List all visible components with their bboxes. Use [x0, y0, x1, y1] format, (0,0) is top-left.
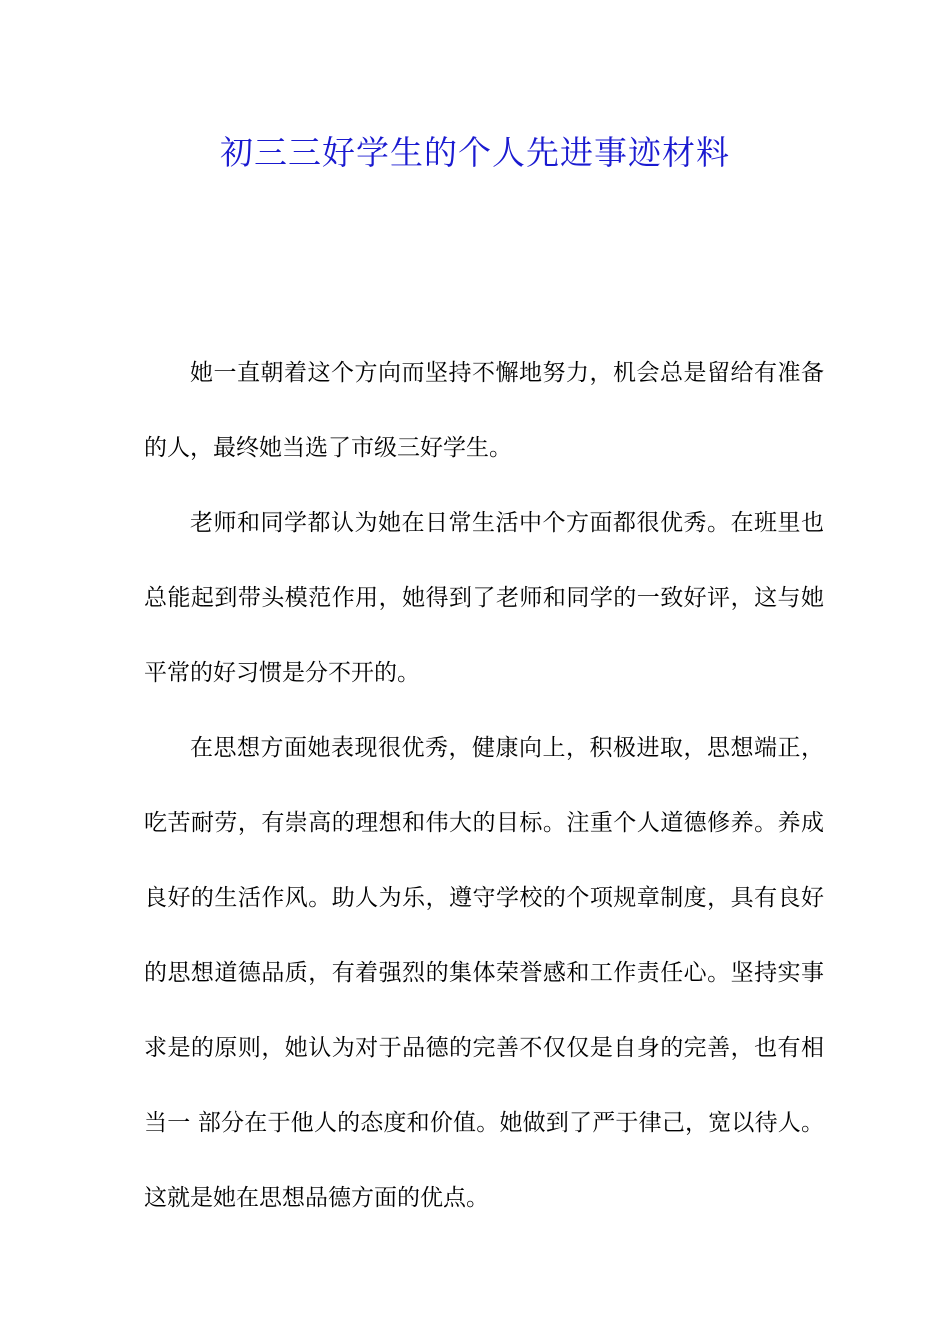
paragraph-1: 她一直朝着这个方向而坚持不懈地努力，机会总是留给有准备的人，最终她当选了市级三好学生。	[144, 360, 824, 461]
paragraph-3: 在思想方面她表现很优秀，健康向上，积极进取，思想端正，吃苦耐劳，有崇高的理想和伟大的目标。注重个人道德修养。养成良好的生活作风。助人为乐，遵守学校的个项规章制度，具有良好的思想道德品质，有着强烈的集体荣誉感和工作责任心。坚持实事求是的原则，她认为对于品德的完善不仅仅是自身的完善，也有相当一 部分在于他人的态度和价值。她做到了严于律己，宽以待人。 这就是她在思想品德方面的优点。	[144, 735, 824, 1211]
paragraph-2: 老师和同学都认为她在日常生活中个方面都很优秀。在班里也总能起到带头模范作用，她得到了老师和同学的一致好评，这与她平常的好习惯是分不开的。	[144, 510, 824, 686]
document-body	[144, 336, 824, 1236]
document-title: 初三三好学生的个人先进事迹材料	[220, 133, 730, 172]
